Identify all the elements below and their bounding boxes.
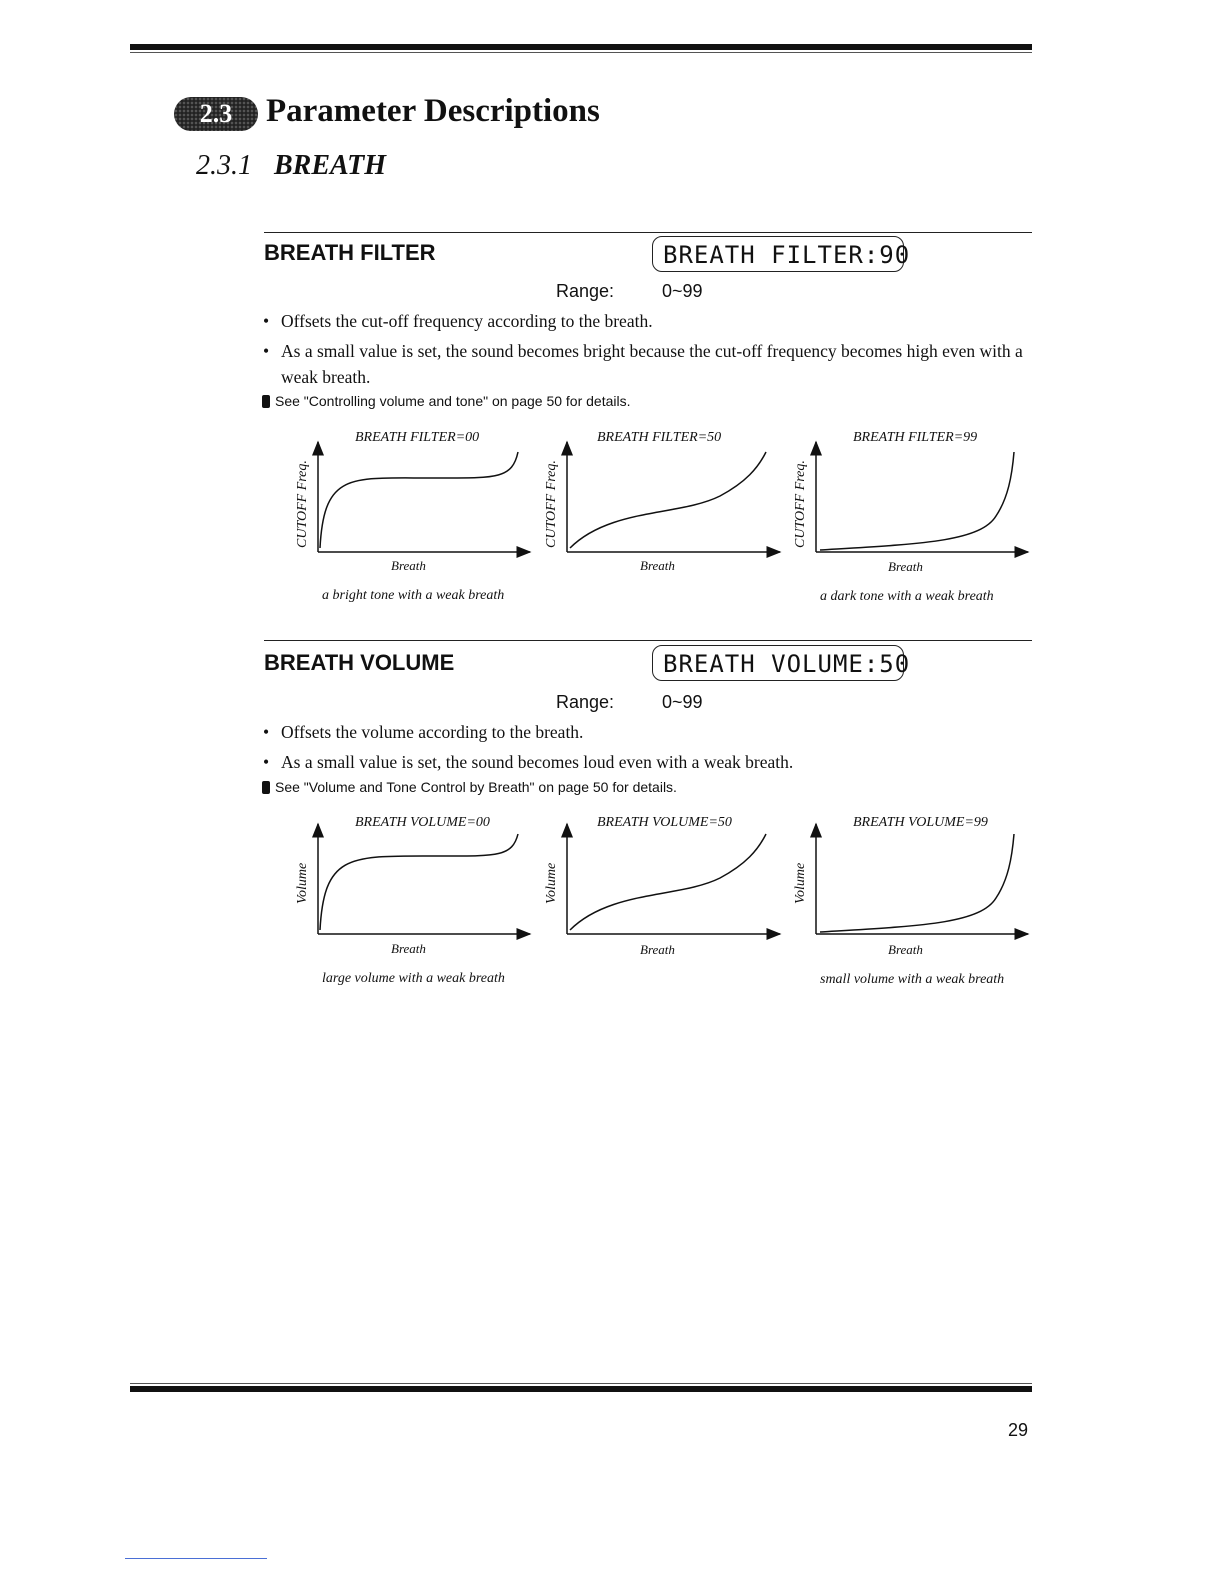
filter-curve-50 <box>570 452 766 548</box>
breath-filter-heading: BREATH FILTER <box>264 240 436 265</box>
filter-ylabel-1: CUTOFF Freq. <box>295 460 310 548</box>
section-title: Parameter Descriptions <box>266 93 600 129</box>
volume-caption-left: large volume with a weak breath <box>322 971 505 986</box>
note-text: See "Controlling volume and tone" on page 50 for details. <box>275 393 631 409</box>
breath-volume-lcd: BREATH VOLUME:50 <box>652 645 904 681</box>
volume-curve-00 <box>320 834 518 930</box>
filter-xlabel-2: Breath <box>640 558 675 573</box>
top-rule <box>130 44 1032 50</box>
filter-plot-title-99: BREATH FILTER=99 <box>853 430 978 445</box>
volume-xlabel-2: Breath <box>640 942 675 957</box>
breath-volume-note <box>262 779 677 795</box>
breath-filter-range <box>556 281 703 302</box>
breath-volume-bullet-2: • As a small value is set, the sound becomes loud even with a weak breath. <box>281 749 1033 775</box>
volume-xlabel-3: Breath <box>888 942 923 957</box>
filter-ylabel-2: CUTOFF Freq. <box>544 460 559 548</box>
bottom-rule <box>130 1386 1032 1392</box>
filter-xlabel-1: Breath <box>391 558 426 573</box>
breath-filter-bullet-1: • Offsets the cut-off frequency according to the breath. <box>281 308 1033 334</box>
filter-ylabel-3: CUTOFF Freq. <box>793 460 808 548</box>
footer-link-line <box>125 1558 267 1559</box>
volume-ylabel-1: Volume <box>295 862 310 904</box>
volume-plot-title-00: BREATH VOLUME=00 <box>355 815 490 830</box>
subsection-title <box>196 150 386 182</box>
filter-caption-right: a dark tone with a weak breath <box>820 589 994 604</box>
breath-volume-bullet-1: • Offsets the volume according to the breath. <box>281 719 1033 745</box>
filter-graph-00 <box>318 442 530 552</box>
breath-filter-bullet-2: • As a small value is set, the sound becomes bright because the cut-off frequency becomes high even with a weak breath. <box>281 338 1041 390</box>
note-text: See "Volume and Tone Control by Breath" on page 50 for details. <box>275 779 677 795</box>
subsection-name: BREATH <box>274 150 387 181</box>
bottom-rule-thin <box>130 1383 1032 1384</box>
breath-filter-note <box>262 393 631 409</box>
breath-filter-rule <box>264 232 1032 233</box>
filter-graph-99 <box>816 442 1028 552</box>
top-rule-thin <box>130 52 1032 53</box>
volume-plot-title-99: BREATH VOLUME=99 <box>853 815 988 830</box>
volume-ylabel-3: Volume <box>793 862 808 904</box>
range-value: 0~99 <box>662 281 703 301</box>
filter-xlabel-3: Breath <box>888 559 923 574</box>
volume-xlabel-1: Breath <box>391 941 426 956</box>
volume-graph-50 <box>567 824 780 934</box>
subsection-number: 2.3.1 <box>196 150 252 181</box>
range-label: Range: <box>556 281 615 301</box>
breath-volume-rule <box>264 640 1032 641</box>
note-icon <box>262 781 270 794</box>
filter-graph-50 <box>567 442 780 552</box>
volume-ylabel-2: Volume <box>544 862 559 904</box>
filter-curve-99 <box>820 452 1014 550</box>
volume-caption-right: small volume with a weak breath <box>820 972 1005 987</box>
volume-graph-99 <box>816 824 1028 934</box>
filter-caption-left: a bright tone with a weak breath <box>322 588 505 603</box>
breath-volume-heading: BREATH VOLUME <box>264 650 455 675</box>
filter-curve-00 <box>320 452 518 548</box>
breath-volume-range <box>556 692 703 713</box>
range-value: 0~99 <box>662 692 703 712</box>
volume-graph-00 <box>318 824 530 934</box>
page-number: 29 <box>1008 1420 1029 1440</box>
volume-curve-99 <box>820 834 1014 932</box>
range-label: Range: <box>556 692 615 712</box>
filter-plot-title-50: BREATH FILTER=50 <box>597 430 722 445</box>
section-badge: 2.3 <box>174 97 258 131</box>
breath-filter-lcd: BREATH FILTER:90 <box>652 236 904 272</box>
volume-curve-50 <box>570 834 766 930</box>
filter-plot-title-00: BREATH FILTER=00 <box>355 430 480 445</box>
volume-plot-title-50: BREATH VOLUME=50 <box>597 815 732 830</box>
note-icon <box>262 395 270 408</box>
